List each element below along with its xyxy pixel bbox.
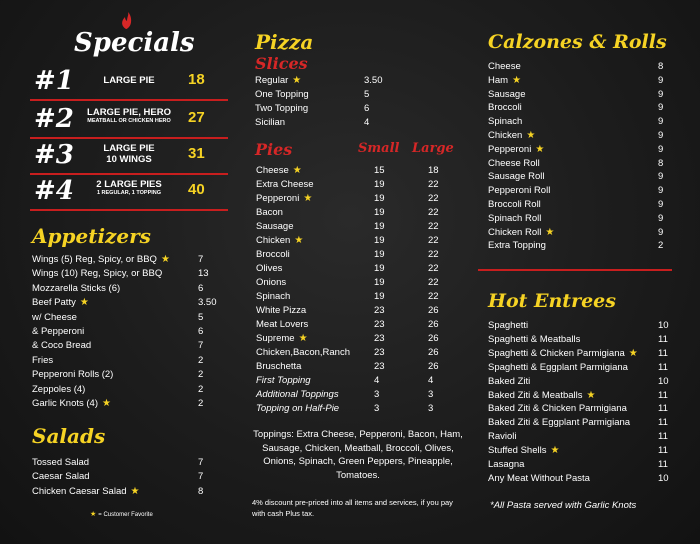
item-price: 9 [658,212,664,224]
item-price: 7 [198,457,204,468]
item-name: Spaghetti [488,320,529,331]
pie-large-price: 3 [428,389,434,400]
pie-small-price: 23 [374,319,385,330]
item-name: & Pepperoni [32,326,85,337]
menu-item [32,339,91,352]
item-price: 5 [198,311,204,323]
pie-item [256,374,311,387]
pie-item [256,164,302,177]
pie-item [256,192,312,205]
pie-name: Supreme [256,333,295,344]
star-icon: ★ [303,193,313,204]
menu-item [255,88,309,101]
pie-small-price: 19 [374,193,385,204]
item-name: Spinach Roll [488,212,542,224]
item-name: Chicken Caesar Salad [32,485,127,497]
item-price: 6 [198,326,204,337]
special-title: LARGE PIE [103,75,155,86]
pie-small-price: 19 [374,277,385,288]
pie-small-price: 23 [374,333,385,344]
item-name: w/ Cheese [32,311,77,323]
item-name: Regular [255,75,289,86]
pie-small-price: 4 [374,375,380,386]
pie-item [256,220,294,233]
item-name: Baked Ziti & Meatballs [488,389,583,401]
pie-small-price: 23 [374,361,385,372]
pie-item [256,206,283,219]
pie-large-price: 26 [428,319,439,330]
star-icon: ★ [292,75,302,86]
menu-item [488,389,595,402]
menu-item [488,101,522,114]
item-name: Broccoli [488,102,522,114]
star-icon: ★ [102,398,111,409]
pie-item [256,332,308,345]
item-name: Pepperoni Roll [488,185,551,197]
section-divider [478,269,672,271]
large-label: Large [412,141,454,156]
calzones-title: Calzones & Rolls [488,31,667,53]
star-icon: ★ [90,511,97,518]
special-divider [30,209,228,211]
special-number: #1 [34,66,74,96]
pie-large-price: 26 [428,305,439,316]
pie-small-price: 23 [374,305,385,316]
item-price: 11 [658,333,668,345]
pie-name: Chicken [256,235,291,246]
special-title-line2: 10 WINGS [106,154,152,165]
item-name: Baked Ziti & Chicken Parmigiana [488,403,627,415]
pie-large-price: 22 [428,193,439,204]
menu-item [488,170,545,183]
pie-item [256,402,339,415]
item-price: 10 [658,375,669,387]
pie-large-price: 26 [428,347,439,358]
special-subtitle: 1 REGULAR, 1 TOPPING [96,190,162,196]
item-name: Fries [32,354,54,366]
pie-item [256,360,301,373]
item-name: Garlic Knots (4) [32,398,98,409]
special-item [30,176,228,206]
item-price: 9 [658,226,664,238]
salads-title: Salads [32,424,106,448]
menu-item [488,416,630,429]
pie-large-price: 4 [428,375,434,386]
pie-name: Topping on Half-Pie [256,403,340,414]
item-name: Sausage Roll [488,171,545,183]
menu-item [255,116,285,129]
pie-large-price: 22 [428,277,439,288]
item-price: 3.50 [364,75,383,86]
item-name: Sicilian [255,117,286,128]
pie-large-price: 26 [428,361,439,372]
menu-item [32,354,53,367]
star-icon: ★ [545,226,555,238]
pie-large-price: 18 [428,165,439,176]
special-item [30,66,228,96]
item-price: 10 [658,320,669,331]
item-name: Baked Ziti [488,375,531,387]
pie-large-price: 3 [428,403,434,414]
item-name: Spaghetti & Eggplant Parmigiana [488,361,628,373]
star-icon: ★ [628,347,638,359]
item-price: 9 [658,199,664,210]
special-price: 27 [188,109,205,126]
item-price: 9 [658,116,664,128]
star-icon: ★ [586,389,596,401]
menu-item [488,184,550,197]
pie-small-price: 19 [374,207,385,218]
special-number: #4 [34,176,74,206]
item-name: Ravioli [488,431,517,443]
item-name: Wings (10) Reg, Spicy, or BBQ [32,268,163,280]
item-name: Beef Patty [32,297,76,309]
pie-name: Sausage [256,221,294,232]
pie-large-price: 22 [428,249,439,260]
menu-item [488,198,541,211]
pie-small-price: 15 [374,165,385,176]
item-price: 7 [198,471,204,483]
item-price: 7 [198,254,204,265]
item-name: Extra Topping [488,240,546,252]
menu-item [32,485,140,498]
pie-small-price: 19 [374,291,385,302]
pie-name: Chicken,Bacon,Ranch [256,347,350,358]
pie-name: Spinach [256,291,291,302]
item-name: Tossed Salad [32,457,90,468]
menu-item [488,88,526,101]
pie-small-price: 19 [374,263,385,274]
menu-item [255,74,301,87]
pie-large-price: 22 [428,291,439,302]
star-icon: ★ [298,333,308,344]
item-name: Caesar Salad [32,471,90,483]
item-price: 2 [658,240,664,252]
entrees-title: Hot Entrees [488,290,616,312]
pasta-note: *All Pasta served with Garlic Knots [490,500,637,511]
menu-item [488,239,546,252]
item-name: Sausage [488,88,526,100]
menu-item [32,311,77,324]
menu-item [488,347,638,360]
special-item [30,140,228,170]
item-name: One Topping [255,89,309,100]
pie-small-price: 19 [374,249,385,260]
item-name: Ham [488,74,509,86]
menu-item [32,267,162,280]
star-icon: ★ [160,254,170,265]
pie-item [256,304,306,317]
menu-item [488,60,521,73]
item-name: Broccoli Roll [488,199,541,210]
star-icon: ★ [535,143,545,155]
pie-item [256,262,282,275]
item-name: Chicken [488,130,523,141]
pie-name: Pepperoni [256,193,300,204]
pie-item [256,276,286,289]
pie-small-price: 19 [374,179,385,190]
pie-name: Meat Lovers [256,319,309,330]
menu-item [488,361,628,374]
special-title: LARGE PIE [103,143,155,154]
item-name: Spaghetti & Chicken Parmigiana [488,347,625,359]
item-name: Two Topping [255,103,309,114]
menu-item [32,368,113,381]
star-icon: ★ [294,235,304,246]
appetizers-title: Appetizers [32,224,151,248]
menu-item [32,325,84,338]
menu-item [488,115,522,128]
item-name: Wings (5) Reg, Spicy, or BBQ [32,254,157,265]
special-divider [30,173,228,175]
menu-item [488,375,530,388]
pie-item [256,346,350,359]
item-price: 4 [364,117,370,128]
item-price: 13 [198,268,209,280]
small-label: Small [358,141,400,156]
menu-item [488,143,544,156]
item-price: 6 [364,103,370,114]
pie-small-price: 19 [374,235,385,246]
item-price: 2 [198,383,204,395]
pie-item [256,178,314,191]
menu-item [255,102,308,115]
pie-name: Cheese [256,165,289,176]
item-price: 9 [658,88,664,100]
pie-large-price: 26 [428,333,439,344]
item-price: 11 [658,417,668,429]
item-price: 9 [658,130,664,141]
special-price: 31 [188,145,205,162]
pie-item [256,248,290,261]
menu-item [488,157,540,170]
item-name: Stuffed Shells [488,445,547,457]
item-price: 7 [198,340,204,352]
menu-item [488,402,627,415]
item-name: Pepperoni Rolls (2) [32,369,114,381]
item-price: 5 [364,89,370,100]
pie-large-price: 22 [428,179,439,190]
pie-item [256,234,303,247]
menu-item [488,430,517,443]
star-icon: ★ [130,485,140,497]
item-price: 11 [658,431,668,443]
pizza-title: Pizza [255,30,314,54]
item-name: Baked Ziti & Eggplant Parmigiana [488,417,631,429]
item-price: 8 [658,61,664,72]
pie-large-price: 22 [428,263,439,274]
item-price: 2 [198,354,204,366]
pie-small-price: 3 [374,389,380,400]
menu-item [32,282,120,295]
item-name: Spaghetti & Meatballs [488,333,581,345]
pie-large-price: 22 [428,207,439,218]
star-icon: ★ [550,445,560,457]
menu-item [488,444,559,457]
menu-item [32,470,90,483]
special-number: #3 [34,140,74,170]
item-price: 6 [198,282,204,294]
pie-large-price: 22 [428,221,439,232]
special-number: #2 [34,104,74,134]
item-price: 9 [658,143,664,155]
item-price: 11 [658,403,668,415]
pie-small-price: 3 [374,403,380,414]
item-price: 9 [658,102,664,114]
favorite-legend: ★ = Customer Favorite [90,511,153,518]
pie-name: Olives [256,263,283,274]
special-price: 18 [188,71,205,88]
pie-name: Additional Toppings [256,389,339,400]
item-name: Cheese [488,61,521,72]
menu-item [32,397,111,410]
item-price: 9 [658,74,664,86]
pie-large-price: 22 [428,235,439,246]
pie-name: Onions [256,277,287,288]
pie-name: Broccoli [256,249,290,260]
item-name: & Coco Bread [32,340,92,352]
menu-item [488,212,541,225]
item-price: 8 [198,485,204,497]
item-name: Chicken Roll [488,226,542,238]
item-name: Pepperoni [488,143,532,155]
item-price: 11 [658,459,668,470]
pie-small-price: 19 [374,221,385,232]
specials-title: Specials [74,28,195,58]
menu-item [488,319,528,332]
pie-name: Bruschetta [256,361,302,372]
item-name: Spinach [488,116,523,128]
item-price: 10 [658,472,669,484]
special-title: 2 LARGE PIES [96,179,162,190]
pie-item [256,388,339,401]
item-name: Lasagna [488,459,525,470]
item-name: Any Meat Without Pasta [488,472,590,484]
star-icon: ★ [526,130,536,141]
pie-item [256,318,308,331]
menu-item [32,383,85,396]
menu-item [488,74,521,87]
pie-name: Bacon [256,207,283,218]
special-subtitle: MEATBALL OR CHICKEN HERO [87,118,171,124]
pie-name: First Topping [256,375,311,386]
item-name: Cheese Roll [488,157,540,169]
pie-item [256,290,290,303]
item-price: 9 [658,185,664,197]
item-price: 3.50 [198,297,217,309]
item-name: Mozzarella Sticks (6) [32,282,121,294]
pie-name: White Pizza [256,305,307,316]
menu-item [488,226,554,239]
item-name: Zeppoles (4) [32,383,86,395]
item-price: 2 [198,369,204,381]
menu-item [488,129,535,142]
pie-name: Extra Cheese [256,179,314,190]
item-price: 9 [658,171,664,183]
item-price: 11 [658,361,668,373]
menu-item [32,296,89,309]
star-icon: ★ [292,165,302,176]
menu-item [488,472,590,485]
special-item [30,104,228,134]
item-price: 2 [198,398,204,409]
star-icon: ★ [79,297,89,309]
item-price: 11 [658,347,668,359]
item-price: 11 [658,445,668,457]
special-price: 40 [188,181,205,198]
menu-item [32,456,89,469]
menu-item [32,253,170,266]
star-icon: ★ [512,74,522,86]
pies-title: Pies [255,140,293,159]
item-price: 11 [658,389,668,401]
menu-item [488,458,524,471]
slices-title: Slices [255,54,308,73]
menu-item [488,333,580,346]
pie-small-price: 23 [374,347,385,358]
special-divider [30,137,228,139]
toppings-text: Toppings: Extra Cheese, Pepperoni, Bacon, Ham, Sausage, Chicken, Meatball, Broccoli, Olives, Onions, Spinach, Green Peppers, Pineapple, Tomatoes. [253,429,463,481]
discount-text: 4% discount pre-priced into all items and services, if you pay with cash Plus tax. [252,498,453,518]
special-divider [30,99,228,101]
special-title: LARGE PIE, HERO [87,107,171,118]
item-price: 8 [658,157,664,169]
